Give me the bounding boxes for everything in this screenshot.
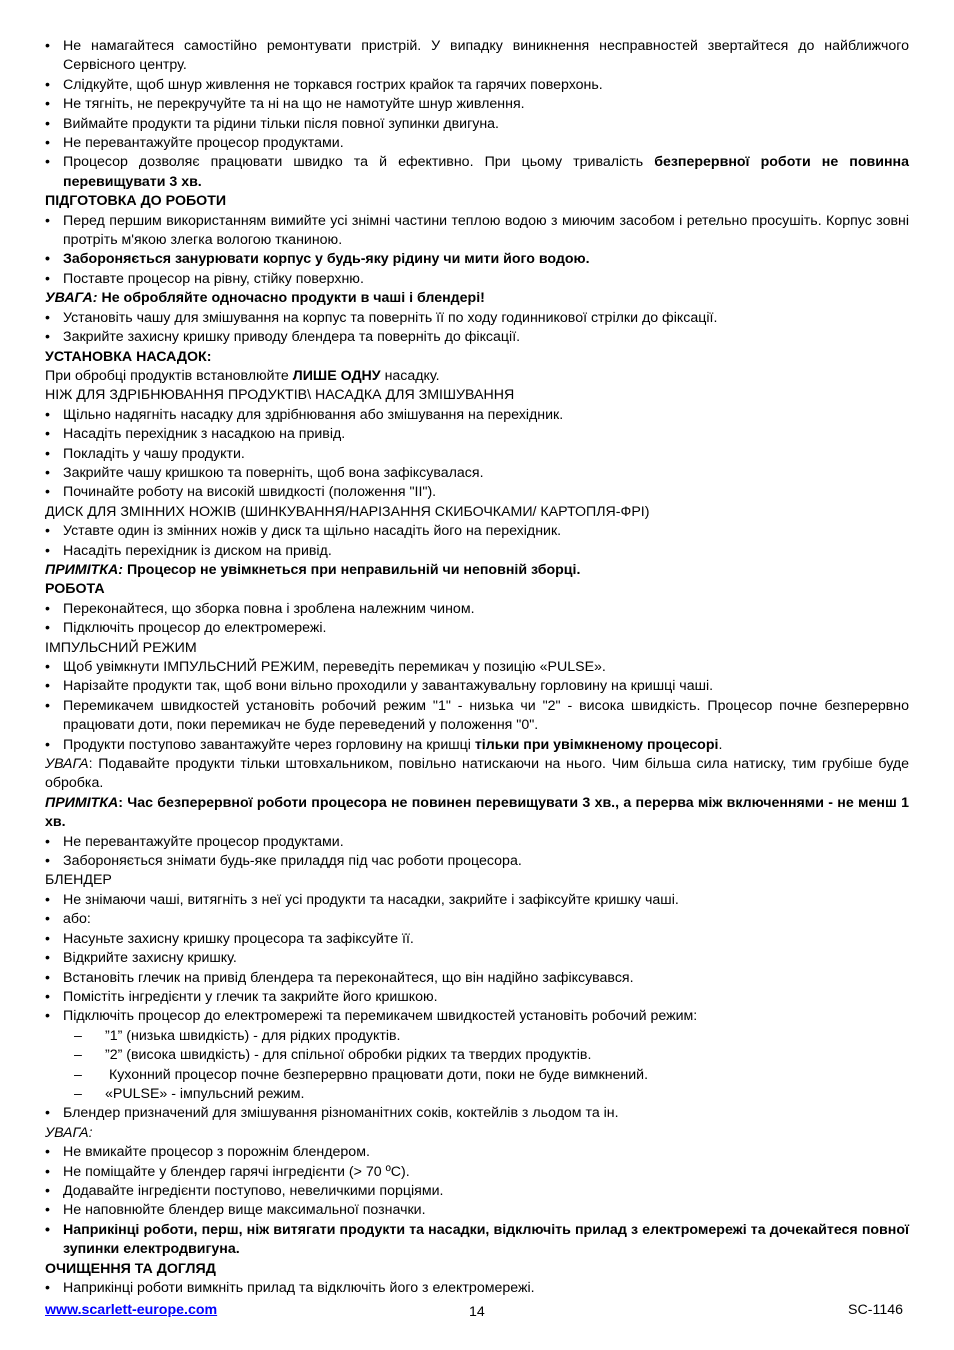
list-item: • Не вмикайте процесор з порожнім блендером.	[45, 1143, 909, 1162]
section-heading-attachments: УСТАНОВКА НАСАДОК:	[45, 348, 212, 365]
list-item: • Переконайтеся, що зборка повна і зроблена належним чином.	[45, 600, 909, 619]
list-item: • Щоб увімкнути ІМПУЛЬСНИЙ РЕЖИМ, переведіть перемикач у позицію «PULSE».	[45, 658, 909, 677]
list-item: • Насадіть перехідник з насадкою на привід.	[45, 425, 909, 444]
dash-item: – «PULSE» - імпульсний режим.	[45, 1085, 909, 1104]
list-item: • Починайте роботу на високій швидкості (положення "II").	[45, 483, 909, 502]
list-item: • Відкрийте захисну кришку.	[45, 949, 909, 968]
subheading-blender: БЛЕНДЕР	[45, 872, 112, 889]
list-item: • Поставте процесор на рівну, стійку поверхню.	[45, 270, 909, 289]
list-item: • Не тягніть, не перекручуйте та ні на що не намотуйте шнур живлення.	[45, 95, 909, 114]
list-item: • Установіть чашу для змішування на корпус та поверніть її по ходу годинникової стрілки до фіксації.	[45, 309, 909, 328]
warning-note: УВАГА: Не обробляйте одночасно продукти в чаші і блендері!	[45, 290, 485, 307]
list-item: • Не наповнюйте блендер вище максимальної позначки.	[45, 1201, 909, 1220]
dash-item: – ”2” (висока швидкість) - для спільної обробки рідких та твердих продуктів.	[45, 1046, 909, 1065]
section-heading-preparation: ПІДГОТОВКА ДО РОБОТИ	[45, 193, 227, 210]
list-item: • Слідкуйте, щоб шнур живлення не торкався гострих крайок та гарячих поверхонь.	[45, 76, 909, 95]
section-heading-operation: РОБОТА	[45, 581, 105, 598]
list-item: • Помістіть інгредієнти у глечик та закрийте його кришкою.	[45, 988, 909, 1007]
model-number: SC-1146	[848, 1302, 903, 1318]
list-item: • Додавайте інгредієнти поступово, невеличкими порціями.	[45, 1182, 909, 1201]
list-item: • Наприкінці роботи, перш, ніж витягати продукти та насадки, відключіть прилад з електромережі та дочекайтеся повної зупинки електродвигуна.	[45, 1221, 909, 1260]
section-heading-cleaning: ОЧИЩЕННЯ ТА ДОГЛЯД	[45, 1260, 216, 1277]
page-footer	[45, 1302, 909, 1322]
list-item: • Насуньте захисну кришку процесора та зафіксуйте її.	[45, 930, 909, 949]
manual-page	[45, 37, 909, 1298]
list-item: • Встановіть глечик на привід блендера та переконайтеся, що він надійно зафіксувався.	[45, 969, 909, 988]
warning-note: УВАГА: Подавайте продукти тільки штовхальником, повільно натискаючи на нього. Чим більша сила натиску, тим грубіше буде обробка.	[45, 756, 909, 792]
list-item: • Уставте один із змінних ножів у диск та щільно насадіть його на перехідник.	[45, 522, 909, 541]
list-item: • Забороняється занурювати корпус у будь-яку рідину чи мити його водою.	[45, 250, 909, 269]
list-item: • Продукти поступово завантажуйте через горловину на кришці тільки при увімкненому процесорі.	[45, 736, 909, 755]
list-item: • Процесор дозволяє працювати швидко та й ефективно. При цьому тривалість безперервної роботи не повинна перевищувати 3 хв.	[45, 153, 909, 192]
note: ПРИМІТКА: Процесор не увімкнеться при неправильній чи неповній зборці.	[45, 561, 581, 578]
list-item: • Не перевантажуйте процесор продуктами.	[45, 134, 909, 153]
list-item: • Блендер призначений для змішування різноманітних соків, коктейлів з льодом та ін.	[45, 1104, 909, 1123]
list-item: • Закрийте чашу кришкою та поверніть, щоб вона зафіксувалася.	[45, 464, 909, 483]
list-item: • Підключіть процесор до електромережі.	[45, 619, 909, 638]
list-item: • Не знімаючи чаші, витягніть з неї усі продукти та насадки, закрийте і зафіксуйте кришку чаші.	[45, 891, 909, 910]
list-item: • Наприкінці роботи вимкніть прилад та відключіть його з електромережі.	[45, 1279, 909, 1298]
list-item: • Виймайте продукти та рідини тільки після повної зупинки двигуна.	[45, 115, 909, 134]
note: ПРИМІТКА: Час безперервної роботи процесора не повинен перевищувати 3 хв., а перерва між включеннями - не менш 1 хв.	[45, 794, 909, 831]
list-item: • або:	[45, 910, 909, 929]
subheading-knife: НІЖ ДЛЯ ЗДРІБНЮВАННЯ ПРОДУКТІВ\ НАСАДКА ДЛЯ ЗМІШУВАННЯ	[45, 387, 515, 404]
website-link[interactable]: www.scarlett-europe.com	[45, 1302, 218, 1318]
list-item: • Не намагайтеся самостійно ремонтувати пристрій. У випадку виникнення несправностей звертайтеся до найближчого Сервісного центру.	[45, 37, 909, 76]
list-item: • Щільно надягніть насадку для здрібнювання або змішування на перехідник.	[45, 406, 909, 425]
list-item: • Перемикачем швидкостей установіть робочий режим "1" - низька чи "2" - висока швидкість. Процесор почне безперервно працювати доти, поки перемикач не буде переведений у положення "0".	[45, 697, 909, 736]
list-item: • Покладіть у чашу продукти.	[45, 445, 909, 464]
list-item: • Нарізайте продукти так, щоб вони вільно проходили у завантажувальну горловину на кришці чаші.	[45, 677, 909, 696]
subheading-disc: ДИСК ДЛЯ ЗМІННИХ НОЖІВ (ШИНКУВАННЯ/НАРІЗАННЯ СКИБОЧКАМИ/ КАРТОПЛЯ-ФРІ)	[45, 503, 650, 520]
list-item: • Перед першим використанням вимийте усі знімні частини теплою водою з миючим засобом і ретельно просушіть. Корпус зовні протріть м'якою злегка вологою тканиною.	[45, 212, 909, 251]
list-item: • Насадіть перехідник із диском на привід.	[45, 542, 909, 561]
list-item: • Підключіть процесор до електромережі та перемикачем швидкостей установіть робочий режим:	[45, 1007, 909, 1026]
list-item: • Не поміщайте у блендер гарячі інгредієнти (> 70 ºС).	[45, 1163, 909, 1182]
page-number: 14	[469, 1304, 485, 1320]
list-item: • Закрийте захисну кришку приводу блендера та поверніть до фіксації.	[45, 328, 909, 347]
list-item: • Забороняється знімати будь-яке приладдя під час роботи процесора.	[45, 852, 909, 871]
dash-item: – ”1” (низька швидкість) - для рідких продуктів.	[45, 1027, 909, 1046]
list-item: • Не перевантажуйте процесор продуктами.	[45, 833, 909, 852]
warning-label: УВАГА:	[45, 1124, 93, 1141]
subheading-pulse: ІМПУЛЬСНИЙ РЕЖИМ	[45, 639, 197, 656]
dash-item: – Кухонний процесор почне безперервно працювати доти, поки не буде вимкнений.	[45, 1066, 909, 1085]
paragraph: При обробці продуктів встановлюйте ЛИШЕ ОДНУ насадку.	[45, 367, 440, 384]
